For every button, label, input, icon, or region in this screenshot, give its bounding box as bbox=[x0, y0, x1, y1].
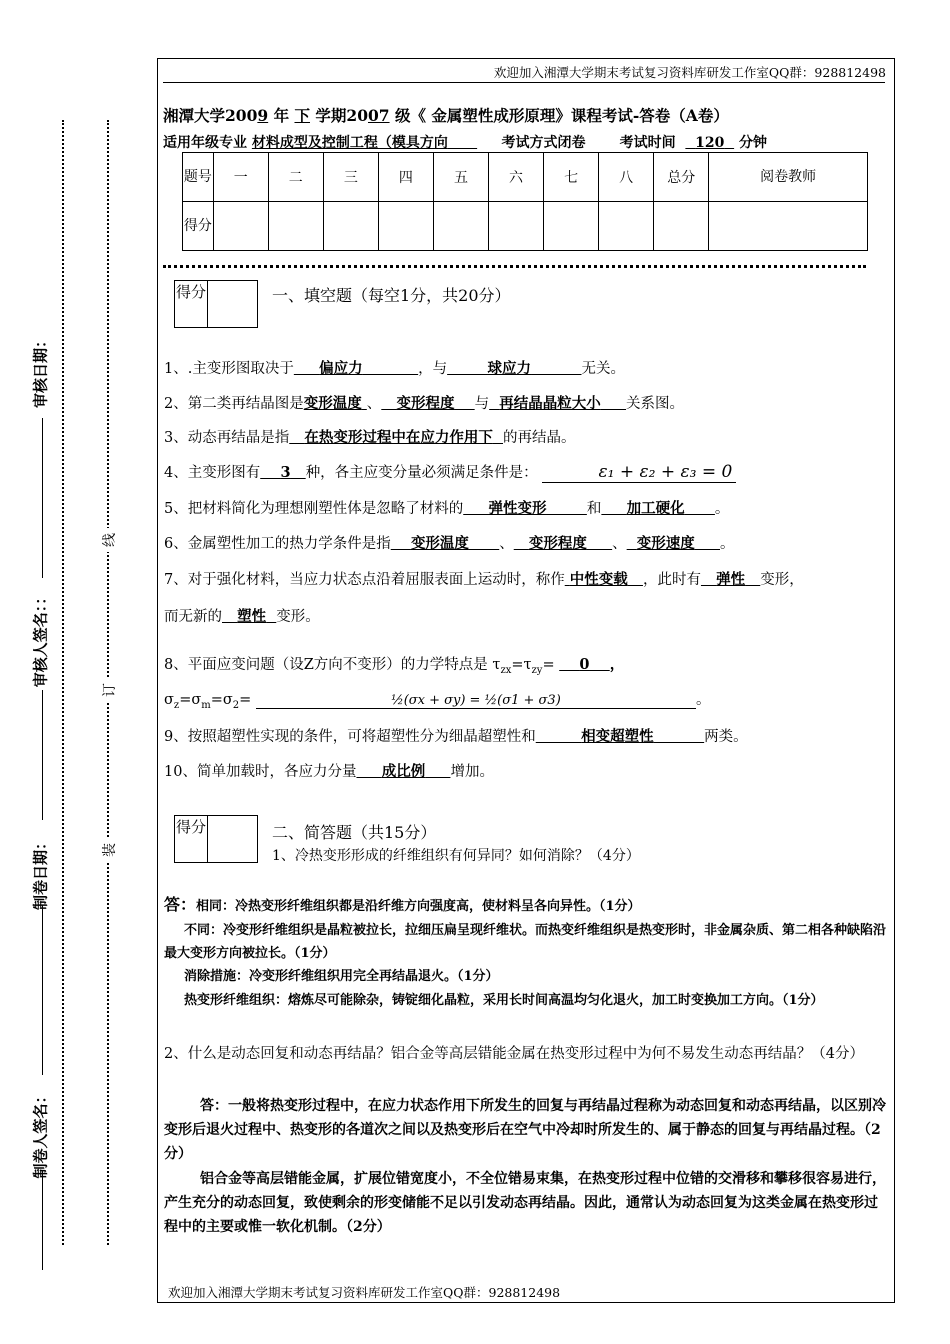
table-header-cell: 八 bbox=[599, 153, 654, 202]
q-text: 。 bbox=[720, 536, 735, 552]
q10-line bbox=[164, 760, 494, 781]
answer: 0 bbox=[579, 656, 590, 673]
q-text: 变形， bbox=[760, 572, 804, 588]
score-box-label: 得分 bbox=[175, 816, 208, 862]
answer: 变形速度 bbox=[636, 535, 695, 552]
answer: 偏应力 bbox=[319, 360, 363, 377]
q-text: 1、.主变形图取决于 bbox=[164, 361, 294, 377]
q-text: 、 bbox=[612, 536, 627, 552]
answer-line: 消除措施：冷变形纤维组织用完全再结晶退火。（1分） bbox=[184, 969, 499, 984]
exam-title bbox=[163, 104, 729, 126]
table-header-reviewer: 阅卷教师 bbox=[709, 153, 868, 202]
dotted-separator bbox=[163, 265, 866, 268]
row-label-defen: 得分 bbox=[183, 202, 214, 251]
title-course: 级《 金属塑性成形原理》课程考试-答卷（A卷） bbox=[394, 106, 729, 125]
q9-line bbox=[164, 725, 748, 746]
q-text: 3、动态再结晶是指 bbox=[164, 430, 290, 446]
make-date-label: 制卷日期： bbox=[31, 835, 50, 911]
q-text: 、 bbox=[366, 396, 382, 412]
time-label: 考试时间 bbox=[619, 135, 676, 151]
q4-line bbox=[164, 461, 736, 483]
score-cell[interactable] bbox=[709, 202, 868, 251]
q-text: =σ bbox=[210, 692, 233, 708]
answer-line bbox=[164, 893, 886, 919]
major-label: 适用年级专业 bbox=[163, 135, 247, 151]
q-text: ， bbox=[609, 656, 625, 673]
exam-subtitle bbox=[163, 132, 767, 152]
subscript: 2 bbox=[232, 699, 240, 711]
score-cell[interactable] bbox=[213, 202, 268, 251]
q-text: ，此时有 bbox=[642, 572, 701, 588]
score-box-label: 得分 bbox=[175, 281, 208, 327]
exam-type: 考试方式闭卷 bbox=[501, 135, 586, 151]
score-cell[interactable] bbox=[433, 202, 488, 251]
q7-line bbox=[164, 568, 804, 589]
time-unit: 分钟 bbox=[738, 135, 767, 151]
q-text: 。 bbox=[695, 692, 711, 708]
q-text: 2、第二类再结晶图是 bbox=[164, 396, 304, 412]
score-cell[interactable] bbox=[599, 202, 654, 251]
answer: 弹性变形 bbox=[488, 500, 547, 517]
maker-sign-line bbox=[42, 1170, 43, 1270]
q-text: 与 bbox=[474, 396, 490, 412]
score-cell[interactable] bbox=[378, 202, 433, 251]
score-cell[interactable] bbox=[323, 202, 378, 251]
answer: 塑性 bbox=[237, 608, 267, 625]
table-row bbox=[183, 153, 868, 202]
table-header-cell: 二 bbox=[268, 153, 323, 202]
make-date-line bbox=[42, 905, 43, 1075]
q-text: 4、主变形图有 bbox=[164, 465, 261, 481]
q-text: = bbox=[239, 692, 252, 708]
answer: 弹性 bbox=[716, 571, 746, 588]
table-header-cell: 七 bbox=[544, 153, 599, 202]
section1-score-box bbox=[174, 280, 258, 328]
header-rule bbox=[163, 82, 885, 83]
binding-dots-outer bbox=[62, 120, 64, 1245]
answer-label: 答： bbox=[164, 895, 197, 914]
review-date-label: 审核日期： bbox=[31, 333, 50, 409]
score-table bbox=[182, 152, 868, 251]
table-header-cell: 四 bbox=[378, 153, 433, 202]
s2-q2: 2、什么是动态回复和动态再结晶？铝合金等高层错能金属在热变形过程中为何不易发生动态再结晶？（4分） bbox=[164, 1046, 864, 1062]
answer: 相变超塑性 bbox=[581, 728, 654, 745]
q-text: =τ bbox=[511, 657, 532, 673]
maker-sign-label: 制卷人签名： bbox=[31, 1088, 50, 1179]
time-value: 120 bbox=[695, 135, 725, 151]
title-term: 下 bbox=[294, 106, 310, 125]
q-text: 和 bbox=[586, 501, 602, 517]
title-part: 年 bbox=[273, 106, 290, 125]
q-text: 。 bbox=[714, 501, 730, 517]
answer-line: 不同：冷变形纤维组织是晶粒被拉长，拉细压扁呈现纤维状。而热变纤维组织是热变形时，非金属杂质、第二相各种缺陷沿最大变形方向被拉长。（1分） bbox=[164, 923, 887, 961]
answer: 在热变形过程中在应力作用下 bbox=[304, 429, 493, 446]
section2-score-box bbox=[174, 815, 258, 863]
review-date-line bbox=[42, 418, 43, 578]
score-cell[interactable] bbox=[268, 202, 323, 251]
q-text: = bbox=[542, 657, 560, 673]
q-text: ，与 bbox=[418, 361, 448, 377]
reviewer-sign-label: 审核人签名：： bbox=[31, 589, 50, 688]
answer: 变形程度 bbox=[396, 395, 455, 412]
answer: 3 bbox=[280, 464, 291, 481]
answer: 球应力 bbox=[487, 360, 532, 377]
q-text: 关系图。 bbox=[626, 396, 685, 412]
s2-answer2-p2: 铝合金等高层错能金属，扩展位错宽度小，不全位错易束集，在热变形过程中位错的交滑移和攀移很容易进行，产生充分的动态回复，致使剩余的形变储能不足以引发动态再结晶。因此，通常认为动态回复为这类金属在热变形过程中的主要或惟一软化机制。（2分） bbox=[164, 1171, 886, 1235]
title-year: 9 bbox=[257, 106, 269, 125]
answer: 变形温度 bbox=[410, 535, 469, 552]
subscript: z bbox=[173, 699, 180, 711]
section1-title: 一、填空题（每空1分，共20分） bbox=[272, 286, 511, 305]
q5-line bbox=[164, 497, 729, 518]
q7-line2 bbox=[164, 605, 320, 626]
binding-zhuang: 装 bbox=[99, 838, 119, 862]
title-part: 湘潭大学200 bbox=[163, 106, 258, 125]
answer: 变形程度 bbox=[528, 535, 587, 552]
answer-line: 热变形纤维组织：熔炼尽可能除杂，铸锭细化晶粒，采用长时间高温均匀化退火，加工时变换加工方向。（1分） bbox=[184, 993, 824, 1008]
answer: 成比例 bbox=[381, 763, 426, 780]
answer-text: 相同：冷热变形纤维组织都是沿纤维方向强度高，使材料呈各向异性。（1分） bbox=[196, 899, 641, 914]
subscript: zy bbox=[531, 664, 543, 676]
answer: 变形温度 bbox=[303, 395, 362, 412]
subscript: m bbox=[201, 699, 211, 711]
row-label-tihao: 题号 bbox=[183, 153, 214, 202]
binding-ding: 订 bbox=[99, 678, 119, 702]
table-header-cell: 六 bbox=[488, 153, 543, 202]
reviewer-sign-line bbox=[42, 690, 43, 820]
table-header-cell: 一 bbox=[213, 153, 268, 202]
q-text: 8、平面应变问题（设Z方向不变形）的力学特点是 τ bbox=[164, 657, 501, 673]
q1-line bbox=[164, 357, 625, 378]
answer: 再结晶晶粒大小 bbox=[499, 395, 601, 412]
q3-line bbox=[164, 426, 576, 447]
answer: 中性变载 bbox=[569, 571, 628, 588]
q2-line bbox=[164, 392, 684, 413]
s2-answer1 bbox=[164, 893, 886, 1013]
q-text: 、 bbox=[499, 536, 514, 552]
header-promo: 欢迎加入湘潭大学期末考试复习资料库研发工作室QQ群：928812498 bbox=[493, 65, 886, 80]
q8-line bbox=[164, 653, 624, 676]
q6-line bbox=[164, 532, 735, 553]
major-value: 材料成型及控制工程（模具方向 bbox=[251, 135, 448, 151]
q-text: 两类。 bbox=[704, 729, 748, 745]
binding-xian: 线 bbox=[99, 528, 119, 552]
section2-title: 二、简答题（共15分） bbox=[272, 823, 437, 842]
q4-formula: ε₁ + ε₂ + ε₃ = 0 bbox=[542, 462, 736, 483]
q-text: 增加。 bbox=[450, 764, 494, 780]
answer: 加工硬化 bbox=[626, 500, 685, 517]
title-grade: 07 bbox=[367, 106, 390, 125]
q-text: 10、简单加载时，各应力分量 bbox=[164, 764, 357, 780]
subscript: zx bbox=[500, 664, 512, 676]
q-text: 7、对于强化材料，当应力状态点沿着屈服表面上运动时，称作 bbox=[164, 572, 565, 588]
s2-q1: 1、冷热变形形成的纤维组织有何异同？如何消除？（4分） bbox=[272, 848, 640, 864]
q-text: 6、金属塑性加工的热力学条件是指 bbox=[164, 536, 391, 552]
score-cell[interactable] bbox=[654, 202, 709, 251]
score-cell[interactable] bbox=[544, 202, 599, 251]
table-header-total: 总分 bbox=[654, 153, 709, 202]
q-text: 9、按照超塑性实现的条件，可将超塑性分为细晶超塑性和 bbox=[164, 729, 536, 745]
title-part: 学期20 bbox=[315, 106, 368, 125]
q-text: 变形。 bbox=[276, 609, 320, 625]
q-text: 5、把材料简化为理想刚塑性体是忽略了材料的 bbox=[164, 501, 464, 517]
q-text: 的再结晶。 bbox=[503, 430, 576, 446]
score-cell[interactable] bbox=[488, 202, 543, 251]
q-text: 无关。 bbox=[581, 361, 625, 377]
table-header-cell: 五 bbox=[433, 153, 488, 202]
footer-promo: 欢迎加入湘潭大学期末考试复习资料库研发工作室QQ群：928812498 bbox=[168, 1285, 561, 1300]
q-text: 而无新的 bbox=[164, 609, 222, 625]
s2-answer2-p1: 答：一般将热变形过程中，在应力状态作用下所发生的回复与再结晶过程称为动态回复和动态再结晶，以区别冷变形后退火过程中、热变形的各道次之间以及热变形后在空气中冷却时所发生的、属于静态的回复与再结晶过程。（2分） bbox=[164, 1098, 886, 1162]
q-text: σ bbox=[164, 692, 174, 708]
table-header-cell: 三 bbox=[323, 153, 378, 202]
q8-line2 bbox=[164, 688, 710, 711]
table-row bbox=[183, 202, 868, 251]
q-text: 种，各主应变分量必须满足条件是： bbox=[305, 465, 538, 481]
q8-formula: ½(σx + σy) = ½(σ1 + σ3) bbox=[256, 693, 696, 709]
q-text: =σ bbox=[179, 692, 202, 708]
